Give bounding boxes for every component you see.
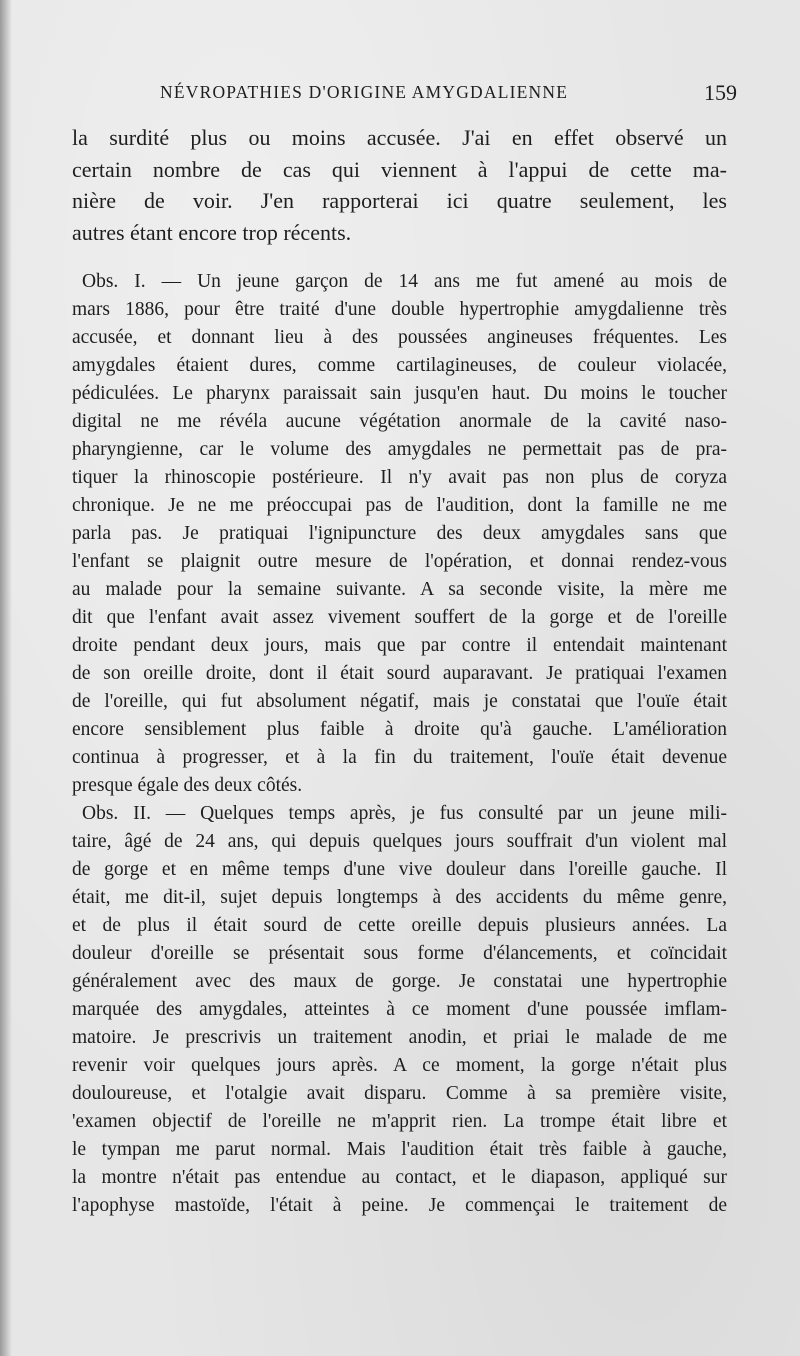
text-line: l'enfant se plaignit outre mesure de l'opération, et donnai rendez-vous xyxy=(72,551,727,572)
running-head: NÉVROPATHIES D'ORIGINE AMYGDALIENNE xyxy=(160,82,569,102)
text-line: et de plus il était sourd de cette oreille depuis plusieurs années. La xyxy=(72,915,727,936)
text-line: autres étant encore trop récents. xyxy=(72,219,352,245)
text-line: la surdité plus ou moins accusée. J'ai en effet observé un xyxy=(72,125,727,150)
intro-paragraph xyxy=(72,122,727,248)
page-header xyxy=(160,82,737,112)
text-line: tiquer la rhinoscopie postérieure. Il n'y avait pas non plus de coryza xyxy=(72,467,727,488)
body-text xyxy=(72,122,727,1220)
text-line: mars 1886, pour être traité d'une double hypertrophie amygdalienne très xyxy=(72,299,727,320)
text-line: de gorge et en même temps d'une vive douleur dans l'oreille gauche. Il xyxy=(72,859,727,880)
page-number: 159 xyxy=(704,80,737,105)
text-line: droite pendant deux jours, mais que par contre il entendait maintenant xyxy=(72,635,727,656)
observation-1 xyxy=(72,268,727,800)
text-line: presque égale des deux côtés. xyxy=(72,775,303,796)
text-line: douloureuse, et l'otalgie avait disparu. Comme à sa première visite, xyxy=(72,1083,727,1104)
text-line: 'examen objectif de l'oreille ne m'apprit rien. La trompe était libre et xyxy=(72,1111,727,1132)
text-line: nière de voir. J'en rapporterai ici quatre seulement, les xyxy=(72,188,727,213)
text-line: le tympan me parut normal. Mais l'audition était très faible à gauche, xyxy=(72,1139,727,1160)
text-line: encore sensiblement plus faible à droite qu'à gauche. L'amélioration xyxy=(72,719,727,740)
page-edge-shadow xyxy=(0,0,12,1356)
text-line: amygdales étaient dures, comme cartilagineuses, de couleur violacée, xyxy=(72,355,727,376)
text-line: continua à progresser, et à la fin du traitement, l'ouïe était devenue xyxy=(72,747,727,768)
text-line: la montre n'était pas entendue au contact, et le diapason, appliqué sur xyxy=(72,1167,727,1188)
text-line: digital ne me révéla aucune végétation anormale de la cavité naso- xyxy=(72,411,727,432)
text-line: certain nombre de cas qui viennent à l'appui de cette ma- xyxy=(72,156,727,182)
text-line: revenir voir quelques jours après. A ce moment, la gorge n'était plus xyxy=(72,1055,727,1076)
text-line: Obs. II. — Quelques temps après, je fus consulté par un jeune mili- xyxy=(82,803,727,824)
text-line: l'apophyse mastoïde, l'était à peine. Je commençai le traitement de xyxy=(72,1195,727,1216)
text-line: matoire. Je prescrivis un traitement anodin, et priai le malade de me xyxy=(72,1027,727,1048)
text-line: douleur d'oreille se présentait sous forme d'élancements, et coïncidait xyxy=(72,943,727,964)
text-line: de l'oreille, qui fut absolument négatif, mais je constatai que l'ouïe était xyxy=(72,691,727,712)
text-line: était, me dit-il, sujet depuis longtemps à des accidents du même genre, xyxy=(72,887,727,908)
paragraph-gap xyxy=(72,248,727,268)
observation-2 xyxy=(72,800,727,1220)
text-line: de son oreille droite, dont il était sourd auparavant. Je pratiquai l'examen xyxy=(72,663,727,684)
text-line: marquée des amygdales, atteintes à ce moment d'une poussée imflam- xyxy=(72,999,727,1020)
text-line: au malade pour la semaine suivante. A sa seconde visite, la mère me xyxy=(72,579,727,600)
text-line: taire, âgé de 24 ans, qui depuis quelques jours souffrait d'un violent mal xyxy=(72,831,727,852)
text-line: accusée, et donnant lieu à des poussées angineuses fréquentes. Les xyxy=(72,327,727,348)
text-line: Obs. I. — Un jeune garçon de 14 ans me fut amené au mois de xyxy=(82,271,727,292)
text-line: dit que l'enfant avait assez vivement souffert de la gorge et de l'oreille xyxy=(72,607,727,628)
text-line: pharyngienne, car le volume des amygdales ne permettait pas de pra- xyxy=(72,439,727,460)
text-line: généralement avec des maux de gorge. Je constatai une hypertrophie xyxy=(72,971,727,992)
text-line: parla pas. Je pratiquai l'ignipuncture des deux amygdales sans que xyxy=(72,523,727,544)
text-line: pédiculées. Le pharynx paraissait sain jusqu'en haut. Du moins le toucher xyxy=(72,383,727,404)
text-line: chronique. Je ne me préoccupai pas de l'audition, dont la famille ne me xyxy=(72,495,727,516)
